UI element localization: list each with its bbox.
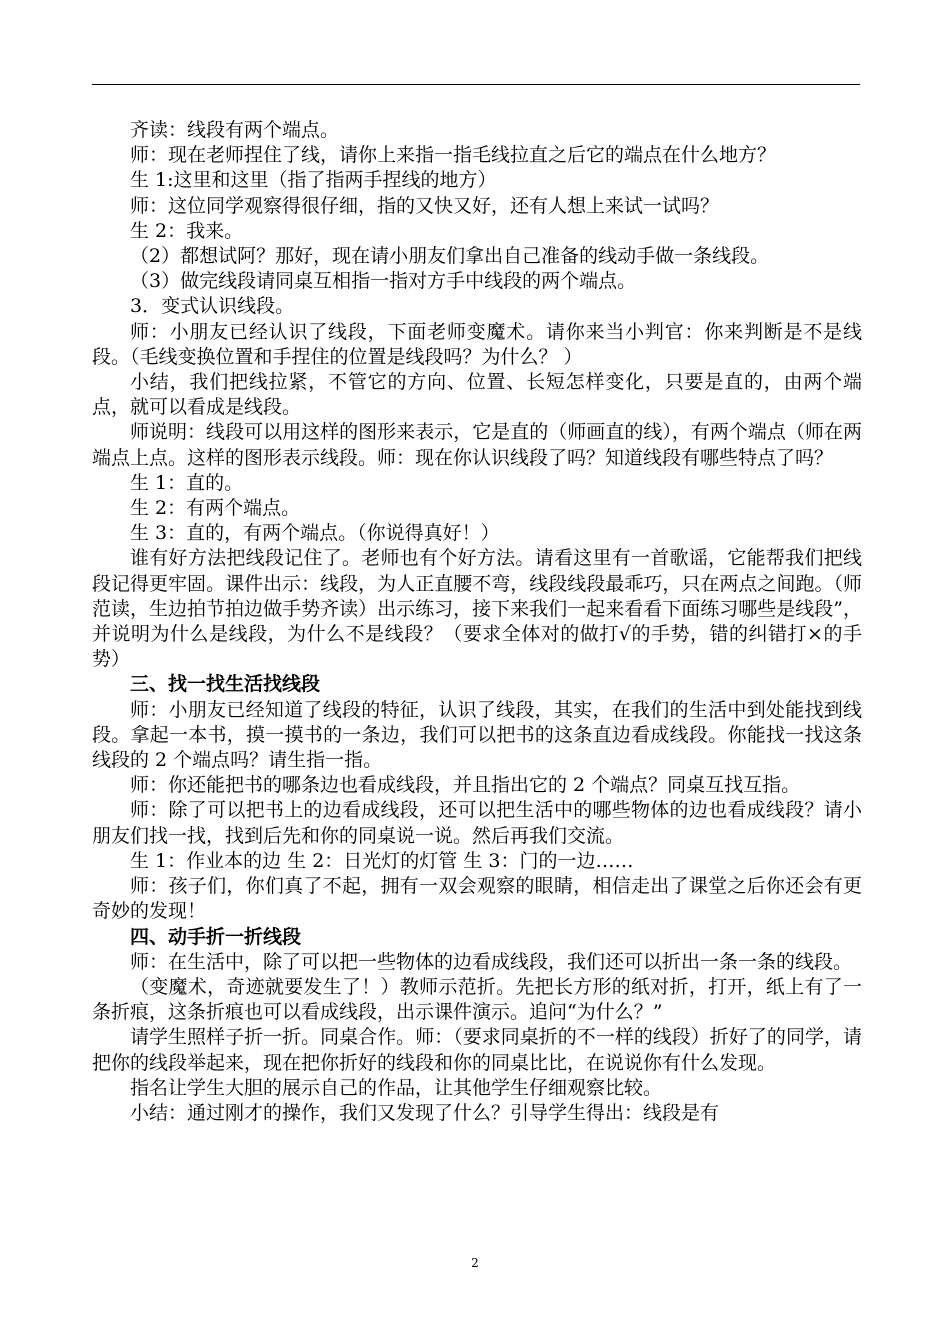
paragraph: 师：小朋友已经知道了线段的特征，认识了线段，其实，在我们的生活中到处能找到线段。拿起一本书，摸一摸书的一条边，我们可以把书的这条直边看成线段。你能找一找这条线段的 2 个端点吗？请生指一指。 bbox=[92, 698, 862, 772]
paragraph: 请学生照样子折一折。同桌合作。师：（要求同桌折的不一样的线段）折好了的同学，请把你的线段举起来，现在把你折好的线段和你的同桌比比，在说说你有什么发现。 bbox=[92, 1026, 862, 1074]
paragraph: 生 3：直的，有两个端点。（你说得真好！） bbox=[130, 522, 500, 545]
paragraph: 生 2：有两个端点。 bbox=[130, 497, 301, 520]
paragraph: 生 1:这里和这里（指了指两手捏线的地方） bbox=[130, 169, 497, 192]
paragraph: 师：小朋友已经认识了线段，下面老师变魔术。请你来当小判官：你来判断是不是线段。（毛线变换位置和手捏住的位置是线段吗？为什么？ ） bbox=[92, 320, 862, 368]
paragraph: 师：在生活中，除了可以把一些物体的边看成线段，我们还可以折出一条一条的线段。 bbox=[130, 950, 853, 973]
paragraph: 师：你还能把书的哪条边也看成线段，并且指出它的 2 个端点？同桌互找互指。 bbox=[130, 774, 801, 797]
paragraph: （2）都想试阿？那好，现在请小朋友们拿出自己准备的线动手做一条线段。 bbox=[130, 245, 770, 268]
paragraph: 师：现在老师捏住了线，请你上来指一指毛线拉直之后它的端点在什么地方？ bbox=[130, 144, 777, 167]
page-number: 2 bbox=[471, 1256, 479, 1270]
paragraph: 3．变式认识线段。 bbox=[130, 295, 295, 318]
header-rule bbox=[92, 84, 860, 85]
paragraph: 师：孩子们，你们真了不起，拥有一双会观察的眼睛，相信走出了课堂之后你还会有更奇妙的发现！ bbox=[92, 875, 862, 923]
paragraph: 齐读：线段有两个端点。 bbox=[130, 119, 340, 141]
paragraph: 小结：通过刚才的操作，我们又发现了什么？引导学生得出：线段是有 bbox=[130, 1101, 720, 1124]
paragraph: 生 1：作业本的边 生 2：日光灯的灯管 生 3：门的一边…… bbox=[130, 849, 634, 872]
paragraph: 谁有好方法把线段记住了。老师也有个好方法。请看这里有一首歌谣，它能帮我们把线段记得更牢固。课件出示：线段，为人正直腰不弯，线段线段最乖巧，只在两点之间跑。（师范读，生边拍节拍边做手势齐读）出示练习，接下来我们一起来看看下面练习哪些是线段”，并说明为什么是线段，为什么不是线段？（要求全体对的做打√的手势，错的纠错打×的手势） bbox=[92, 547, 862, 671]
paragraph: 生 1：直的。 bbox=[130, 471, 244, 494]
paragraph: 师：这位同学观察得很仔细，指的又快又好，还有人想上来试一试吗？ bbox=[130, 194, 720, 217]
document-body bbox=[92, 118, 862, 1126]
paragraph: 指名让学生大胆的展示自己的作品，让其他学生仔细观察比较。 bbox=[130, 1076, 663, 1099]
paragraph: （3）做完线段请同桌互相指一指对方手中线段的两个端点。 bbox=[130, 270, 637, 293]
paragraph: 生 2：我来。 bbox=[130, 219, 244, 242]
section-heading: 三、找一找生活找线段 bbox=[130, 673, 321, 696]
section-heading: 四、动手折一折线段 bbox=[130, 925, 302, 948]
paragraph: 师：除了可以把书上的边看成线段，还可以把生活中的哪些物体的边也看成线段？请小朋友们找一找，找到后先和你的同桌说一说。然后再我们交流。 bbox=[92, 799, 862, 847]
paragraph: 小结，我们把线拉紧，不管它的方向、位置、长短怎样变化，只要是直的，由两个端点，就可以看成是线段。 bbox=[92, 371, 862, 419]
paragraph: （变魔术，奇迹就要发生了！）教师示范折。先把长方形的纸对折，打开，纸上有了一条折痕，这条折痕也可以看成线段，出示课件演示。追问“为什么？” bbox=[92, 975, 862, 1024]
paragraph: 师说明：线段可以用这样的图形来表示，它是直的（师画直的线），有两个端点（师在两端点上点。这样的图形表示线段。师：现在你认识线段了吗？知道线段有哪些特点了吗？ bbox=[92, 421, 862, 469]
